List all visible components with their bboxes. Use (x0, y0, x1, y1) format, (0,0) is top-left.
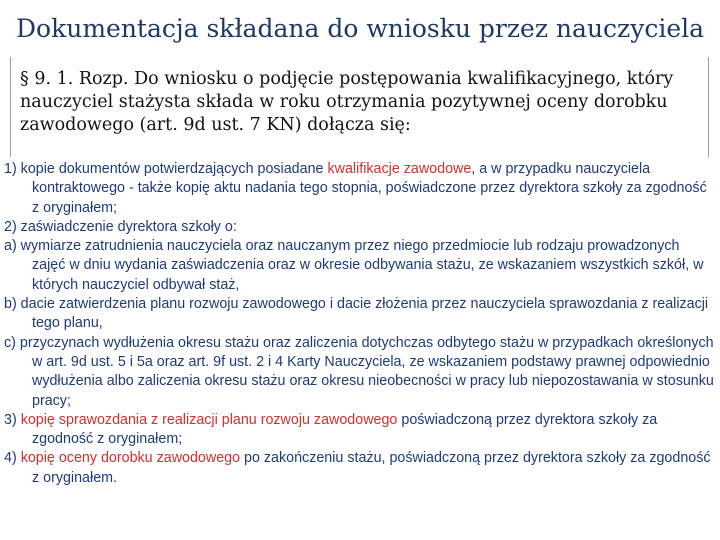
list-item-text: poświadczoną przez dyrektora szkoły za zgodność z oryginałem; (32, 411, 658, 448)
list-item-text: po zakończeniu stażu, poświadczoną przez dyrektora szkoły za zgodność z oryginałem. (32, 450, 711, 486)
list-item-4 (4, 449, 716, 488)
list-item-1 (4, 160, 716, 218)
page-title: Dokumentacja składana do wniosku przez nauczyciela (15, 14, 705, 43)
list-item-2b: b) dacie zatwierdzenia planu rozwoju zawodowego i dacie złożenia przez nauczyciela sprawozdania z realizacji tego planu, (4, 296, 709, 332)
list-item-text: 3) (4, 411, 21, 428)
highlighted-text: kopię sprawozdania z realizacji planu rozwoju zawodowego (20, 411, 398, 428)
list-item-text: , a w przypadku nauczyciela kontraktowego - także kopię aktu nadania tego stopnia, poświadczone przez dyrektora szkoły za zgodność z oryginałem; (32, 161, 707, 216)
intro-paragraph: § 9. 1. Rozp. Do wniosku o podjęcie postępowania kwalifikacyjnego, który nauczyciel stażysta składa w roku otrzymania pozytywnej oceny dorobku zawodowego (art. 9d ust. 7 KN) dołącza się: (20, 69, 674, 135)
list-item-text: 1) kopie dokumentów potwierdzających posiadane (4, 161, 328, 177)
list-item-2a: a) wymiarze zatrudnienia nauczyciela oraz nauczanym przez niego przedmiocie lub rodzaju prowadzonych zajęć w dniu wydania zaświadczenia oraz w okresie odbywania stażu, ze wskazaniem wszystkich szkół, w których nauczyciel odbywał staż, (4, 238, 704, 293)
list-item-text: 4) (4, 450, 21, 467)
list-item-3 (4, 411, 716, 450)
requirements-list (4, 160, 716, 488)
highlighted-text: kopię oceny dorobku zawodowego (20, 450, 241, 467)
highlighted-text: kwalifikacje zawodowe (327, 161, 472, 177)
list-item-2c: c) przyczynach wydłużenia okresu stażu oraz zaliczenia dotychczas odbytego stażu w przypadkach określonych w art. 9d ust. 5 i 5a oraz art. 9f ust. 2 i 4 Karty Nauczyciela, ze wskazaniem podstawy prawnej odpowiednio wydłużenia albo zaliczenia okresu stażu oraz okresu nieobecności w pracy lub niepozostawania w stosunku pracy; (4, 334, 714, 409)
list-item-2: 2) zaświadczenie dyrektora szkoły o: (4, 218, 237, 235)
